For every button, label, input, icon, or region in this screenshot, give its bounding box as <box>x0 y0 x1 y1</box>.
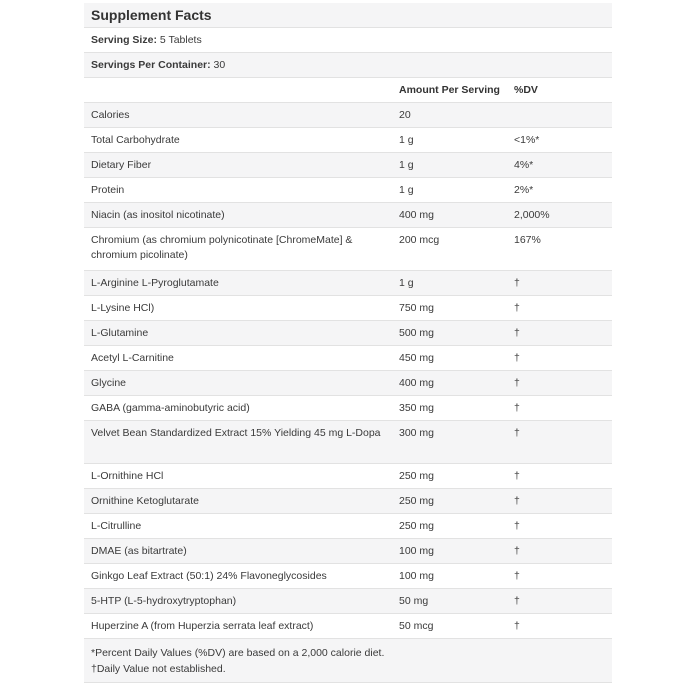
nutrient-name: Huperzine A (from Huperzia serrata leaf extract) <box>91 620 314 632</box>
table-row <box>84 421 612 464</box>
nutrient-name: 5-HTP (L-5-hydroxytryptophan) <box>91 595 237 607</box>
nutrient-amount: 750 mg <box>399 302 435 314</box>
nutrient-dv: † <box>514 377 520 389</box>
nutrient-dv: † <box>514 427 520 439</box>
table-row <box>84 271 612 296</box>
column-header-amount: Amount Per Serving <box>399 84 500 96</box>
servings-per-container-value: 30 <box>213 59 226 71</box>
table-row <box>84 296 612 321</box>
nutrient-name: Dietary Fiber <box>91 159 152 171</box>
nutrient-amount: 20 <box>399 109 411 121</box>
footnotes <box>84 639 612 683</box>
nutrient-name: Chromium (as chromium polynicotinate [ChromeMate] & chromium picolinate) <box>91 234 353 261</box>
table-row <box>84 514 612 539</box>
nutrient-amount: 50 mg <box>399 595 429 607</box>
table-row <box>84 464 612 489</box>
nutrient-amount: 1 g <box>399 184 414 196</box>
table-row <box>84 128 612 153</box>
nutrient-dv: <1%* <box>514 134 540 146</box>
nutrient-dv: † <box>514 277 520 289</box>
nutrient-name: L-Citrulline <box>91 520 142 532</box>
nutrient-amount: 300 mg <box>399 427 435 439</box>
nutrient-name: Glycine <box>91 377 127 389</box>
table-row <box>84 321 612 346</box>
serving-size-label: Serving Size: <box>91 34 157 46</box>
nutrient-amount: 400 mg <box>399 209 435 221</box>
nutrient-amount: 450 mg <box>399 352 435 364</box>
nutrient-name: GABA (gamma-aminobutyric acid) <box>91 402 250 414</box>
table-row <box>84 489 612 514</box>
nutrient-dv: 2%* <box>514 184 534 196</box>
table-row <box>84 614 612 639</box>
nutrient-dv: † <box>514 545 520 557</box>
nutrient-name: Ginkgo Leaf Extract (50:1) 24% Flavoneglycosides <box>91 570 327 582</box>
table-row <box>84 564 612 589</box>
nutrient-name: DMAE (as bitartrate) <box>91 545 187 557</box>
table-row <box>84 539 612 564</box>
nutrient-amount: 50 mcg <box>399 620 434 632</box>
nutrient-name: L-Arginine L-Pyroglutamate <box>91 277 219 289</box>
supplement-facts-panel <box>84 3 612 683</box>
nutrient-dv: † <box>514 495 520 507</box>
nutrient-name: Protein <box>91 184 125 196</box>
nutrient-dv: † <box>514 520 520 532</box>
column-header-dv: %DV <box>514 84 538 96</box>
nutrient-name: Velvet Bean Standardized Extract 15% Yielding 45 mg L-Dopa <box>91 427 381 439</box>
nutrient-dv: † <box>514 620 520 632</box>
nutrient-dv: 167% <box>514 234 541 246</box>
title-text: Supplement Facts <box>91 7 212 23</box>
serving-size-value: 5 Tablets <box>159 34 202 46</box>
servings-per-container-row <box>84 53 612 78</box>
nutrient-dv: † <box>514 470 520 482</box>
footnote-dagger: †Daily Value not established. <box>91 663 226 675</box>
nutrient-table <box>84 103 612 639</box>
nutrient-dv: † <box>514 327 520 339</box>
nutrient-name: Total Carbohydrate <box>91 134 180 146</box>
panel-title <box>84 3 612 28</box>
nutrient-name: L-Glutamine <box>91 327 149 339</box>
nutrient-name: Ornithine Ketoglutarate <box>91 495 199 507</box>
nutrient-name: Calories <box>91 109 130 121</box>
nutrient-dv: 2,000% <box>514 209 550 221</box>
table-row <box>84 346 612 371</box>
table-row <box>84 589 612 614</box>
nutrient-amount: 250 mg <box>399 470 435 482</box>
nutrient-dv: 4%* <box>514 159 534 171</box>
nutrient-name: Niacin (as inositol nicotinate) <box>91 209 225 221</box>
nutrient-dv: † <box>514 302 520 314</box>
nutrient-dv: † <box>514 402 520 414</box>
nutrient-name: L-Lysine HCl) <box>91 302 155 314</box>
nutrient-amount: 250 mg <box>399 520 435 532</box>
table-row <box>84 103 612 128</box>
nutrient-name: Acetyl L-Carnitine <box>91 352 174 364</box>
nutrient-amount: 400 mg <box>399 377 435 389</box>
nutrient-amount: 250 mg <box>399 495 435 507</box>
table-row <box>84 178 612 203</box>
column-header-row <box>84 78 612 103</box>
nutrient-amount: 1 g <box>399 134 414 146</box>
nutrient-dv: † <box>514 352 520 364</box>
servings-per-container-label: Servings Per Container: <box>91 59 211 71</box>
nutrient-name: L-Ornithine HCl <box>91 470 164 482</box>
nutrient-dv: † <box>514 595 520 607</box>
nutrient-amount: 200 mcg <box>399 234 440 246</box>
table-row <box>84 153 612 178</box>
nutrient-amount: 1 g <box>399 159 414 171</box>
nutrient-amount: 100 mg <box>399 570 435 582</box>
serving-size-row <box>84 28 612 53</box>
nutrient-amount: 100 mg <box>399 545 435 557</box>
footnote-dv: *Percent Daily Values (%DV) are based on a 2,000 calorie diet. <box>91 647 385 659</box>
table-row <box>84 203 612 228</box>
nutrient-amount: 500 mg <box>399 327 435 339</box>
nutrient-amount: 350 mg <box>399 402 435 414</box>
table-row <box>84 396 612 421</box>
nutrient-dv: † <box>514 570 520 582</box>
nutrient-amount: 1 g <box>399 277 414 289</box>
table-row <box>84 228 612 271</box>
table-row <box>84 371 612 396</box>
